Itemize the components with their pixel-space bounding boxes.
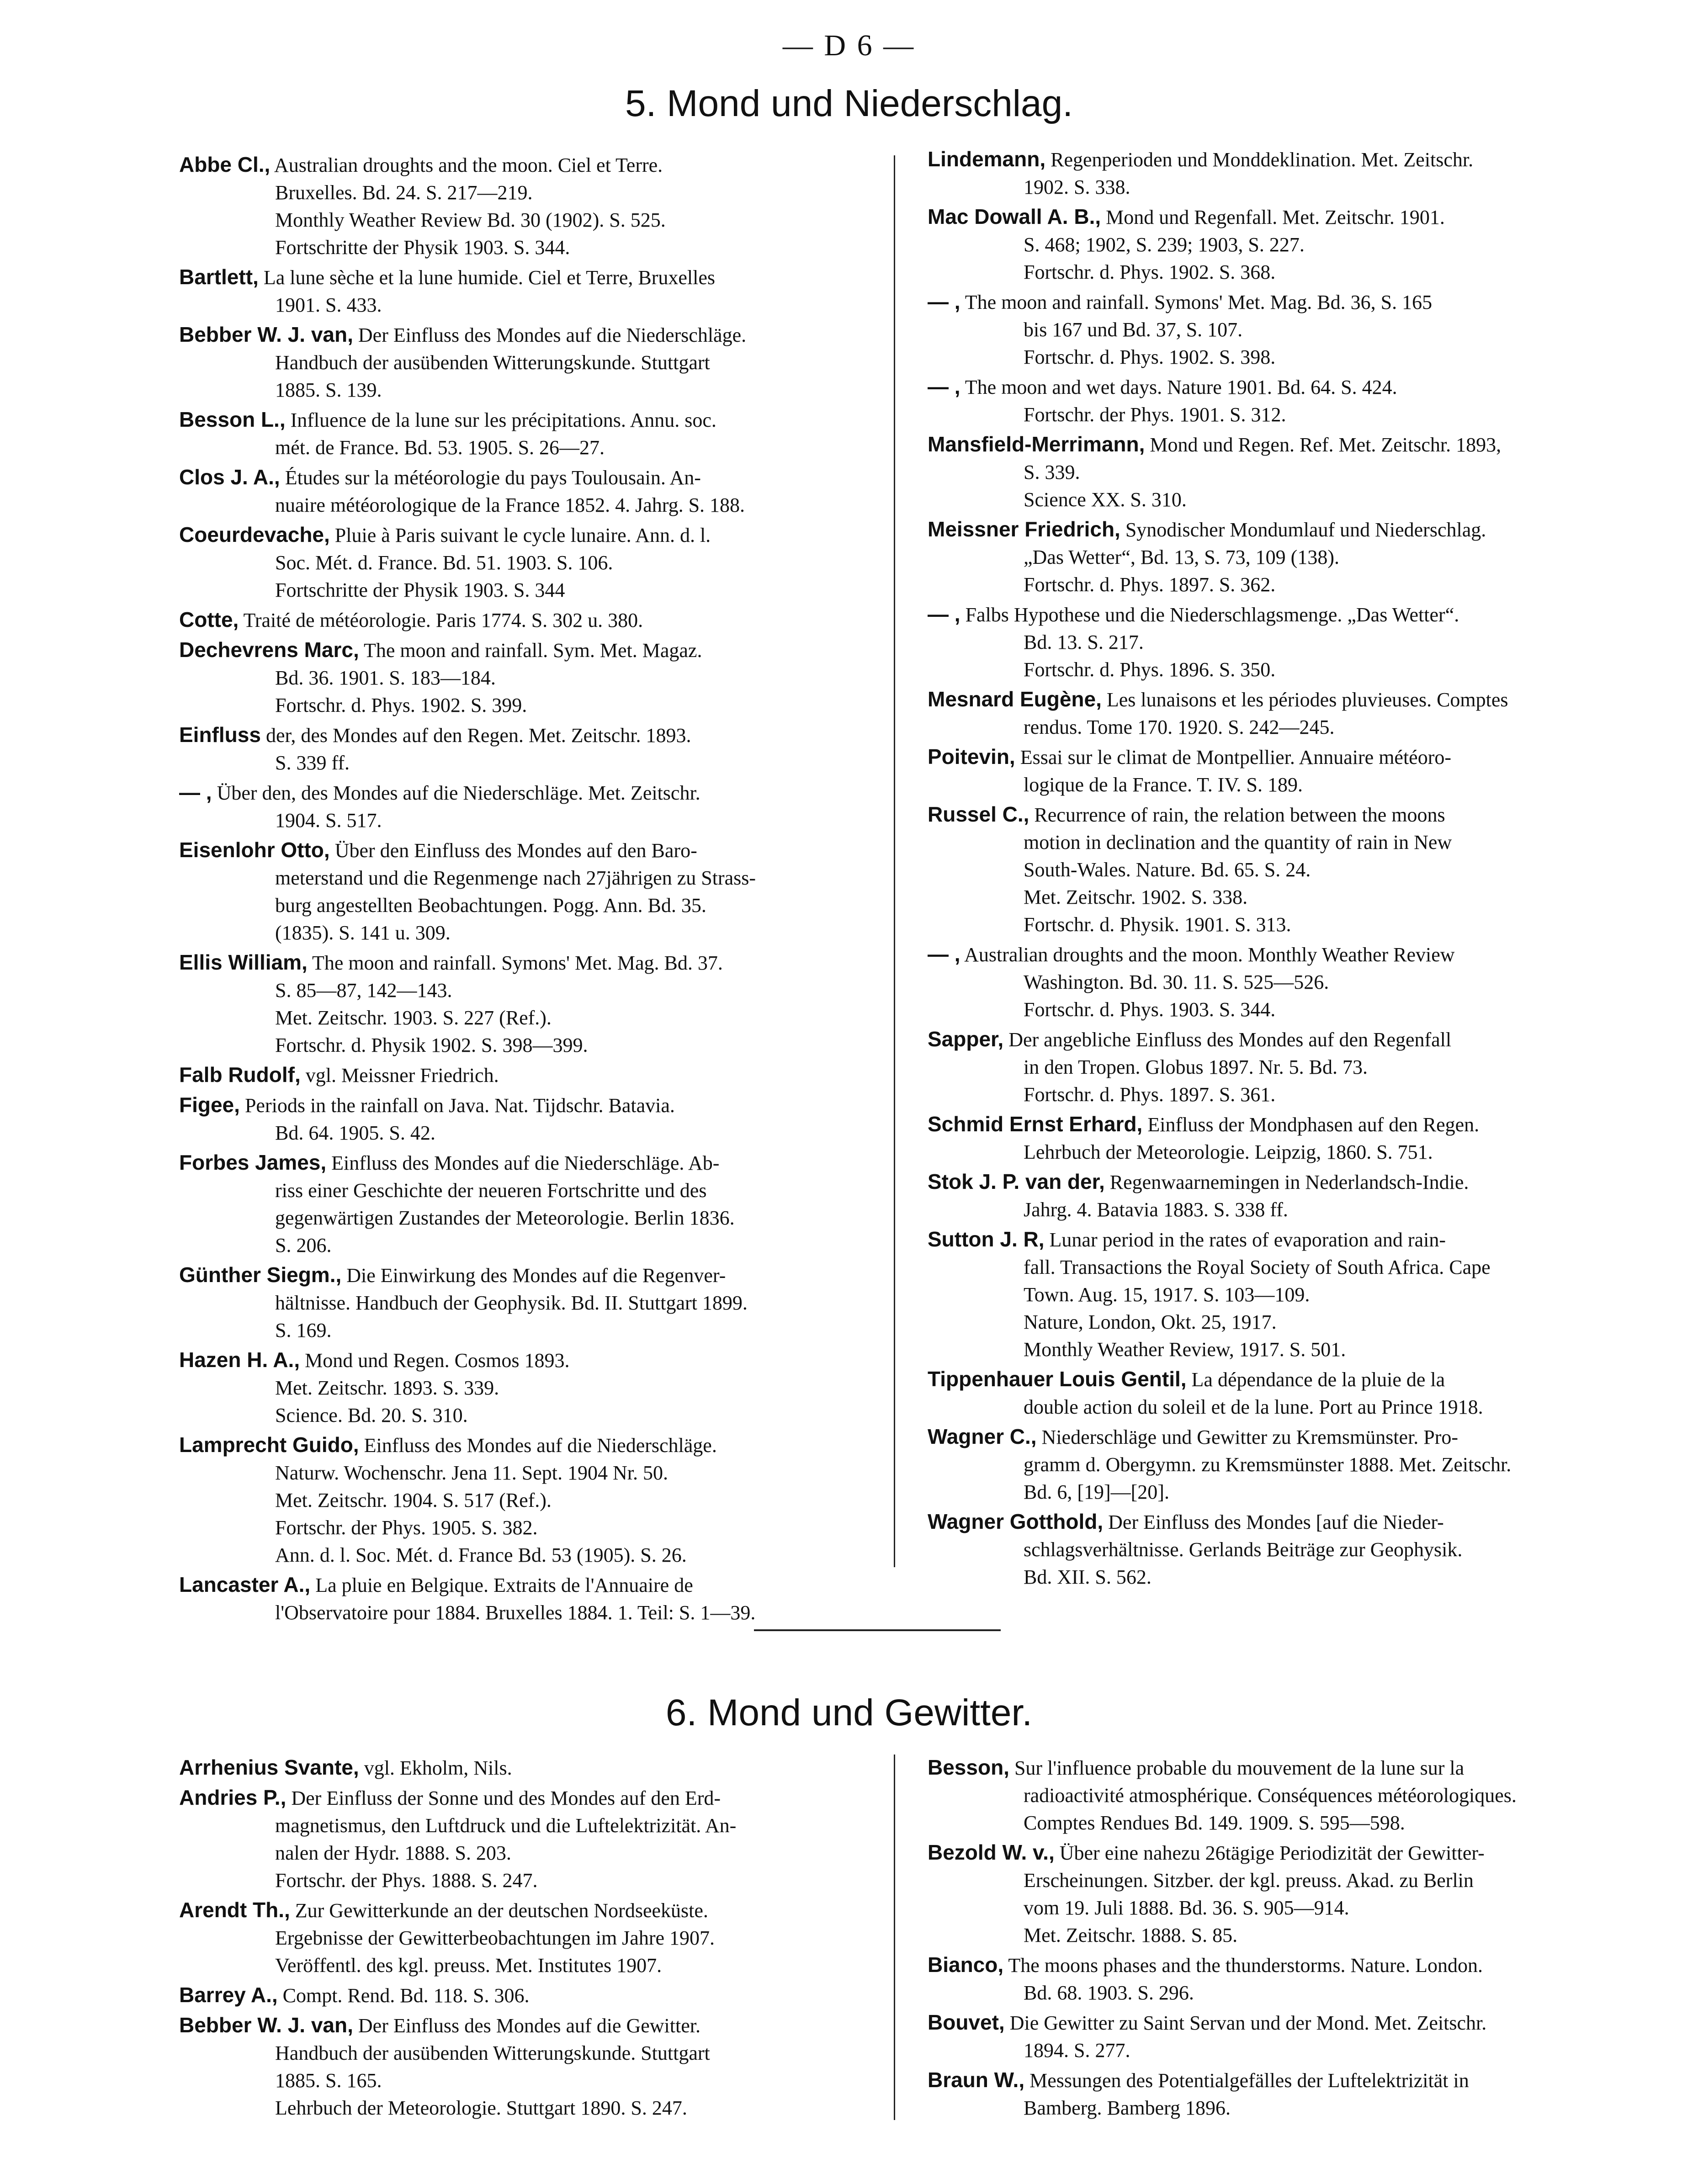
- entry-text: vgl. Ekholm, Nils.: [364, 1757, 512, 1779]
- page-number: — D 6 —: [782, 29, 916, 62]
- bibliography-entry: [179, 521, 869, 604]
- entry-line: l'Observatoire pour 1884. Bruxelles 1884. 1. Teil: S. 1—39.: [275, 1601, 756, 1624]
- entry-author: Bezold W. v.,: [928, 1840, 1055, 1864]
- bibliography-entry: [179, 1261, 869, 1344]
- entry-text: Études sur la météorologie du pays Toulousain. An-: [285, 466, 701, 489]
- entry-text: Über eine nahezu 26tägige Periodizität der Gewitter-: [1059, 1842, 1485, 1864]
- entry-text: Sur l'influence probable du mouvement de la lune sur la: [1014, 1757, 1465, 1779]
- entry-author: Andries P.,: [179, 1786, 287, 1809]
- entry-line: Fortschr. d. Phys. 1903. S. 344.: [1024, 998, 1276, 1021]
- bibliography-entry: [928, 288, 1627, 371]
- entry-line: vom 19. Juli 1888. Bd. 36. S. 905—914.: [1024, 1897, 1349, 1919]
- bibliography-entry: [179, 263, 869, 319]
- entry-text: Einfluss des Mondes auf die Niederschläge.: [364, 1434, 717, 1457]
- entry-line: [179, 1149, 869, 1177]
- entry-author: Besson,: [928, 1755, 1009, 1779]
- entry-text: Einfluss der Mondphasen auf den Regen.: [1147, 1113, 1480, 1136]
- bibliography-entry: [928, 1168, 1627, 1224]
- entry-author: Bianco,: [928, 1953, 1004, 1977]
- entry-line: hältnisse. Handbuch der Geophysik. Bd. II. Stuttgart 1899.: [275, 1292, 748, 1314]
- bibliography-entry: [179, 2011, 869, 2122]
- bibliography-entry: [179, 463, 869, 519]
- entry-line: [179, 721, 869, 749]
- bibliography-entry: [928, 373, 1627, 429]
- entry-line: bis 167 und Bd. 37, S. 107.: [1024, 318, 1243, 341]
- entry-line: 1885. S. 165.: [275, 2069, 382, 2092]
- entry-text: La pluie en Belgique. Extraits de l'Annuaire de: [315, 1574, 693, 1596]
- entry-line: [179, 1431, 869, 1459]
- bibliography-entry: [179, 949, 869, 1059]
- entry-line: nuaire météorologique de la France 1852. 4. Jahrg. S. 188.: [275, 494, 745, 516]
- bibliography-entry: [928, 1508, 1627, 1591]
- bibliography-entry: [179, 836, 869, 947]
- bibliography-entry: [179, 1431, 869, 1569]
- entry-text: Compt. Rend. Bd. 118. S. 306.: [282, 1984, 530, 2007]
- entry-line: Bruxelles. Bd. 24. S. 217—219.: [275, 181, 533, 204]
- entry-author: Cotte,: [179, 608, 239, 631]
- entry-text: Mond und Regen. Cosmos 1893.: [305, 1349, 570, 1372]
- bibliography-entry: [179, 321, 869, 404]
- entry-author: Einfluss: [179, 723, 261, 747]
- entry-line: fall. Transactions the Royal Society of South Africa. Cape: [1024, 1256, 1491, 1278]
- entry-line: Lehrbuch der Meteorologie. Leipzig, 1860. S. 751.: [1024, 1141, 1433, 1163]
- bibliography-entry: [179, 721, 869, 777]
- entry-text: Essai sur le climat de Montpellier. Annuaire météoro-: [1020, 746, 1452, 769]
- entry-text: Falbs Hypothese und die Niederschlagsmenge. „Das Wetter“.: [965, 604, 1459, 626]
- entry-line: [928, 2009, 1627, 2037]
- entry-line: Veröffentl. des kgl. preuss. Met. Institutes 1907.: [275, 1954, 662, 1977]
- entry-text: Über den, des Mondes auf die Niederschläge. Met. Zeitschr.: [217, 782, 700, 804]
- entry-author: Bartlett,: [179, 265, 259, 289]
- entry-line: Bd. XII. S. 562.: [1024, 1566, 1151, 1588]
- entry-line: [928, 1225, 1627, 1254]
- entry-author: Sapper,: [928, 1027, 1004, 1051]
- entry-line: [179, 779, 869, 807]
- entry-line: gramm d. Obergymn. zu Kremsmünster 1888. Met. Zeitschr.: [1024, 1453, 1512, 1476]
- entry-line: Monthly Weather Review Bd. 30 (1902). S. 525.: [275, 209, 666, 231]
- entry-line: [928, 940, 1627, 969]
- entry-author: — ,: [179, 780, 212, 804]
- entry-text: Niederschläge und Gewitter zu Kremsmünster. Pro-: [1041, 1426, 1459, 1448]
- entry-text: Der Einfluss des Mondes auf die Gewitter.: [358, 2014, 700, 2037]
- entry-author: Hazen H. A.,: [179, 1348, 300, 1372]
- entry-text: Periods in the rainfall on Java. Nat. Tijdschr. Batavia.: [244, 1094, 675, 1117]
- bibliography-entry: [928, 800, 1627, 938]
- entry-author: Ellis William,: [179, 950, 308, 974]
- entry-line: [928, 145, 1627, 174]
- entry-author: Russel C.,: [928, 802, 1029, 826]
- entry-author: Forbes James,: [179, 1150, 327, 1174]
- entry-line: [928, 1951, 1627, 1979]
- entry-line: logique de la France. T. IV. S. 189.: [1024, 774, 1303, 796]
- entry-line: [928, 600, 1627, 629]
- entry-line: S. 468; 1902, S. 239; 1903, S. 227.: [1024, 233, 1305, 256]
- entry-line: [179, 636, 869, 664]
- entry-author: Stok J. P. van der,: [928, 1170, 1105, 1193]
- entry-line: [928, 1365, 1627, 1394]
- section-title-5: 5. Mond und Niederschlag.: [625, 83, 1073, 124]
- entry-author: Besson L.,: [179, 408, 286, 431]
- section-separator-rule: [754, 1629, 1001, 1631]
- entry-line: Fortschritte der Physik 1903. S. 344: [275, 579, 565, 601]
- entry-line: Washington. Bd. 30. 11. S. 525—526.: [1024, 971, 1329, 993]
- entry-author: Falb Rudolf,: [179, 1063, 301, 1087]
- entry-line: [928, 203, 1627, 231]
- bibliography-entry: [928, 743, 1627, 799]
- entry-line: meterstand und die Regenmenge nach 27jährigen zu Strass-: [275, 867, 756, 889]
- entry-author: Braun W.,: [928, 2068, 1025, 2092]
- bibliography-entry: [179, 1346, 869, 1429]
- entry-line: [928, 288, 1627, 316]
- entry-line: [179, 1091, 869, 1119]
- bibliography-entry: [928, 1365, 1627, 1421]
- entry-author: Tippenhauer Louis Gentil,: [928, 1367, 1187, 1391]
- bibliography-entry: [179, 1571, 869, 1627]
- entry-line: Monthly Weather Review, 1917. S. 501.: [1024, 1338, 1346, 1361]
- entry-text: La dépendance de la pluie de la: [1191, 1368, 1445, 1391]
- entry-text: Influence de la lune sur les précipitations. Annu. soc.: [290, 409, 716, 431]
- entry-text: The moon and rainfall. Sym. Met. Magaz.: [363, 639, 702, 662]
- entry-text: Regenwaarnemingen in Nederlandsch-Indie.: [1109, 1171, 1469, 1193]
- bibliography-entry: [928, 1754, 1627, 1837]
- entry-text: vgl. Meissner Friedrich.: [305, 1064, 499, 1087]
- bibliography-entry: [928, 1423, 1627, 1506]
- entry-author: Arendt Th.,: [179, 1898, 290, 1922]
- entry-line: Naturw. Wochenschr. Jena 11. Sept. 1904 Nr. 50.: [275, 1462, 669, 1484]
- entry-text: The moon and wet days. Nature 1901. Bd. 64. S. 424.: [965, 376, 1397, 398]
- bibliography-entry: [179, 1754, 869, 1782]
- entry-text: Zur Gewitterkunde an der deutschen Nordseeküste.: [295, 1899, 708, 1922]
- entry-line: schlagsverhältnisse. Gerlands Beiträge zur Geophysik.: [1024, 1538, 1463, 1561]
- section-6-right-column: [928, 1754, 1627, 2124]
- entry-line: Met. Zeitschr. 1893. S. 339.: [275, 1377, 499, 1399]
- bibliography-entry: [179, 1981, 869, 2009]
- bibliography-entry: [928, 145, 1627, 201]
- entry-line: Met. Zeitschr. 1902. S. 338.: [1024, 886, 1248, 908]
- entry-line: [179, 521, 869, 549]
- entry-line: [928, 373, 1627, 401]
- bibliography-entry: [179, 1091, 869, 1147]
- entry-line: [928, 1508, 1627, 1536]
- entry-line: Fortschr. d. Phys. 1902. S. 368.: [1024, 261, 1276, 283]
- bibliography-entry: [928, 515, 1627, 599]
- bibliography-entry: [928, 1951, 1627, 2007]
- bibliography-entry: [179, 1149, 869, 1259]
- entry-line: Ergebnisse der Gewitterbeobachtungen im Jahre 1907.: [275, 1927, 715, 1949]
- entry-text: The moon and rainfall. Symons' Met. Mag. Bd. 37.: [312, 952, 723, 974]
- entry-line: Met. Zeitschr. 1903. S. 227 (Ref.).: [275, 1007, 552, 1029]
- entry-line: Met. Zeitschr. 1904. S. 517 (Ref.).: [275, 1489, 552, 1511]
- entry-author: — ,: [928, 375, 960, 398]
- entry-text: Australian droughts and the moon. Ciel et Terre.: [274, 154, 663, 176]
- entry-author: Dechevrens Marc,: [179, 638, 359, 662]
- entry-line: [928, 430, 1627, 459]
- entry-line: S. 85—87, 142—143.: [275, 979, 452, 1002]
- entry-line: [928, 1110, 1627, 1139]
- entry-text: der, des Mondes auf den Regen. Met. Zeitschr. 1893.: [265, 724, 691, 747]
- entry-line: radioactivité atmosphérique. Conséquences météorologiques.: [1024, 1784, 1517, 1807]
- entry-line: Lehrbuch der Meteorologie. Stuttgart 1890. S. 247.: [275, 2097, 687, 2119]
- entry-author: Wagner C.,: [928, 1425, 1037, 1448]
- entry-line: [928, 800, 1627, 829]
- entry-line: [179, 1896, 869, 1924]
- entry-text: Mond und Regen. Ref. Met. Zeitschr. 1893,: [1150, 434, 1502, 456]
- entry-line: Bd. 64. 1905. S. 42.: [275, 1122, 435, 1144]
- entry-line: Handbuch der ausübenden Witterungskunde. Stuttgart: [275, 2042, 710, 2064]
- entry-author: Günther Siegm.,: [179, 1263, 342, 1287]
- bibliography-entry: [928, 1025, 1627, 1108]
- bibliography-entry: [928, 2009, 1627, 2064]
- section-title-6: 6. Mond und Gewitter.: [665, 1692, 1033, 1733]
- entry-author: Arrhenius Svante,: [179, 1755, 359, 1779]
- entry-author: — ,: [928, 942, 960, 966]
- entry-author: Lindemann,: [928, 147, 1046, 171]
- entry-author: Barrey A.,: [179, 1983, 278, 2007]
- entry-line: [928, 1754, 1627, 1782]
- entry-text: Der angebliche Einfluss des Mondes auf den Regenfall: [1008, 1028, 1452, 1051]
- entry-line: [179, 1061, 869, 1089]
- bibliography-entry: [928, 203, 1627, 286]
- entry-line: 1901. S. 433.: [275, 294, 382, 316]
- entry-text: Über den Einfluss des Mondes auf den Baro-: [334, 839, 697, 862]
- column-divider: [894, 155, 895, 1567]
- entry-text: Les lunaisons et les périodes pluvieuses. Comptes: [1106, 689, 1508, 711]
- entry-line: Bd. 13. S. 217.: [1024, 631, 1144, 653]
- entry-text: La lune sèche et la lune humide. Ciel et Terre, Bruxelles: [263, 266, 716, 289]
- entry-line: 1894. S. 277.: [1024, 2039, 1130, 2062]
- entry-text: Messungen des Potentialgefälles der Luftelektrizität in: [1029, 2069, 1469, 2092]
- entry-author: — ,: [928, 602, 960, 626]
- entry-line: Fortschr. d. Phys. 1897. S. 361.: [1024, 1083, 1276, 1106]
- entry-text: Traité de météorologie. Paris 1774. S. 302 u. 380.: [243, 609, 643, 631]
- entry-text: Pluie à Paris suivant le cycle lunaire. Ann. d. l.: [334, 524, 711, 546]
- entry-line: „Das Wetter“, Bd. 13, S. 73, 109 (138).: [1024, 546, 1339, 568]
- entry-text: Mond und Regenfall. Met. Zeitschr. 1901.: [1106, 206, 1445, 228]
- entry-line: S. 339.: [1024, 461, 1080, 483]
- entry-author: Clos J. A.,: [179, 465, 280, 489]
- entry-line: Fortschr. d. Physik. 1901. S. 313.: [1024, 913, 1291, 936]
- section-6-left-column: [179, 1754, 869, 2124]
- entry-line: Bd. 36. 1901. S. 183—184.: [275, 667, 496, 689]
- bibliography-entry: [928, 430, 1627, 514]
- entry-author: Lamprecht Guido,: [179, 1433, 359, 1457]
- entry-line: Fortschr. d. Phys. 1897. S. 362.: [1024, 573, 1276, 596]
- entry-line: rendus. Tome 170. 1920. S. 242—245.: [1024, 716, 1335, 738]
- entry-line: [179, 1261, 869, 1289]
- entry-line: Fortschr. d. Phys. 1902. S. 399.: [275, 694, 527, 716]
- entry-line: Science XX. S. 310.: [1024, 488, 1187, 511]
- entry-line: 1885. S. 139.: [275, 379, 382, 401]
- entry-line: S. 206.: [275, 1234, 332, 1256]
- entry-line: [179, 1981, 869, 2009]
- bibliography-entry: [928, 685, 1627, 741]
- entry-line: Comptes Rendues Bd. 149. 1909. S. 595—598.: [1024, 1812, 1405, 1834]
- entry-line: [928, 1168, 1627, 1196]
- entry-line: S. 169.: [275, 1319, 332, 1341]
- entry-text: Regenperioden und Monddeklination. Met. Zeitschr.: [1051, 148, 1474, 171]
- entry-line: [179, 606, 869, 634]
- entry-text: Australian droughts and the moon. Monthly Weather Review: [964, 944, 1455, 966]
- entry-line: [179, 321, 869, 349]
- bibliography-entry: [179, 1896, 869, 1979]
- entry-author: Lancaster A.,: [179, 1573, 311, 1596]
- entry-author: Mac Dowall A. B.,: [928, 205, 1101, 228]
- bibliography-entry: [928, 1225, 1627, 1363]
- bibliography-entry: [928, 940, 1627, 1023]
- entry-line: (1835). S. 141 u. 309.: [275, 922, 451, 944]
- entry-line: [928, 2066, 1627, 2094]
- bibliography-entry: [928, 1110, 1627, 1166]
- entry-line: [179, 1754, 869, 1782]
- entry-line: Soc. Mét. d. France. Bd. 51. 1903. S. 106.: [275, 551, 613, 574]
- entry-line: [179, 151, 869, 179]
- entry-line: Fortschr. d. Physik 1902. S. 398—399.: [275, 1034, 588, 1056]
- entry-line: Town. Aug. 15, 1917. S. 103—109.: [1024, 1283, 1310, 1306]
- entry-line: South-Wales. Nature. Bd. 65. S. 24.: [1024, 859, 1311, 881]
- entry-line: [179, 1571, 869, 1599]
- bibliography-entry: [928, 600, 1627, 684]
- entry-author: Figee,: [179, 1093, 240, 1117]
- entry-line: Bamberg. Bamberg 1896.: [1024, 2097, 1231, 2119]
- entry-line: [179, 406, 869, 434]
- entry-author: Abbe Cl.,: [179, 153, 271, 176]
- entry-line: Met. Zeitschr. 1888. S. 85.: [1024, 1924, 1238, 1946]
- entry-text: Die Gewitter zu Saint Servan und der Mond. Met. Zeitschr.: [1009, 2012, 1487, 2034]
- entry-line: Handbuch der ausübenden Witterungskunde. Stuttgart: [275, 351, 710, 374]
- entry-line: gegenwärtigen Zustandes der Meteorologie. Berlin 1836.: [275, 1207, 735, 1229]
- entry-line: Jahrg. 4. Batavia 1883. S. 338 ff.: [1024, 1198, 1288, 1221]
- entry-line: Science. Bd. 20. S. 310.: [275, 1404, 468, 1426]
- entry-line: Nature, London, Okt. 25, 1917.: [1024, 1311, 1277, 1333]
- entry-line: [928, 743, 1627, 771]
- entry-line: riss einer Geschichte der neueren Fortschritte und des: [275, 1179, 707, 1202]
- entry-text: Einfluss des Mondes auf die Niederschläge. Ab-: [331, 1152, 720, 1174]
- entry-author: Schmid Ernst Erhard,: [928, 1112, 1143, 1136]
- entry-line: [928, 685, 1627, 714]
- entry-author: Coeurdevache,: [179, 523, 330, 546]
- entry-author: Sutton J. R,: [928, 1227, 1045, 1251]
- entry-line: [179, 1784, 869, 1812]
- entry-text: Lunar period in the rates of evaporation and rain-: [1049, 1229, 1446, 1251]
- entry-author: Eisenlohr Otto,: [179, 838, 330, 862]
- bibliography-entry: [179, 636, 869, 719]
- entry-line: [179, 463, 869, 492]
- entry-line: magnetismus, den Luftdruck und die Luftelektrizität. An-: [275, 1814, 737, 1837]
- entry-author: Bebber W. J. van,: [179, 2013, 353, 2037]
- entry-line: double action du soleil et de la lune. Port au Prince 1918.: [1024, 1396, 1483, 1418]
- entry-text: Synodischer Mondumlauf und Niederschlag.: [1125, 519, 1486, 541]
- section-5-right-column: [928, 145, 1627, 1593]
- bibliography-entry: [928, 1839, 1627, 1949]
- entry-line: nalen der Hydr. 1888. S. 203.: [275, 1842, 511, 1864]
- entry-author: Meissner Friedrich,: [928, 517, 1120, 541]
- entry-text: The moons phases and the thunderstorms. Nature. London.: [1008, 1954, 1483, 1977]
- entry-line: [179, 949, 869, 977]
- column-divider: [894, 1755, 895, 2120]
- entry-line: [928, 1423, 1627, 1451]
- entry-author: Poitevin,: [928, 745, 1015, 769]
- entry-line: [179, 836, 869, 864]
- entry-line: [179, 2011, 869, 2040]
- entry-line: [179, 263, 869, 292]
- entry-line: [179, 1346, 869, 1374]
- entry-line: Fortschr. der Phys. 1901. S. 312.: [1024, 403, 1286, 426]
- entry-line: Fortschr. der Phys. 1888. S. 247.: [275, 1869, 538, 1892]
- bibliography-entry: [179, 406, 869, 461]
- bibliography-entry: [179, 606, 869, 634]
- entry-line: Fortschr. d. Phys. 1902. S. 398.: [1024, 346, 1276, 368]
- entry-line: 1902. S. 338.: [1024, 176, 1130, 198]
- bibliography-entry: [179, 151, 869, 261]
- bibliography-entry: [179, 1061, 869, 1089]
- entry-author: Mansfield-Merrimann,: [928, 432, 1145, 456]
- bibliography-entry: [179, 779, 869, 834]
- entry-line: [928, 1025, 1627, 1054]
- entry-line: Fortschritte der Physik 1903. S. 344.: [275, 236, 570, 259]
- entry-line: Bd. 68. 1903. S. 296.: [1024, 1982, 1194, 2004]
- entry-line: [928, 1839, 1627, 1867]
- entry-line: Bd. 6, [19]—[20].: [1024, 1481, 1169, 1503]
- entry-text: Die Einwirkung des Mondes auf die Regenver-: [346, 1264, 726, 1287]
- entry-author: Bebber W. J. van,: [179, 323, 353, 346]
- bibliography-entry: [928, 2066, 1627, 2122]
- entry-author: Wagner Gotthold,: [928, 1510, 1104, 1533]
- entry-line: motion in declination and the quantity of rain in New: [1024, 831, 1452, 853]
- entry-line: Ann. d. l. Soc. Mét. d. France Bd. 53 (1905). S. 26.: [275, 1544, 687, 1566]
- entry-line: 1904. S. 517.: [275, 809, 382, 832]
- entry-line: Fortschr. der Phys. 1905. S. 382.: [275, 1516, 538, 1539]
- entry-line: burg angestellten Beobachtungen. Pogg. Ann. Bd. 35.: [275, 894, 706, 917]
- entry-line: mét. de France. Bd. 53. 1905. S. 26—27.: [275, 436, 605, 459]
- entry-author: — ,: [928, 290, 960, 313]
- entry-text: Recurrence of rain, the relation between the moons: [1034, 804, 1445, 826]
- entry-text: Der Einfluss der Sonne und des Mondes auf den Erd-: [291, 1787, 721, 1809]
- entry-text: Der Einfluss des Mondes [auf die Nieder-: [1108, 1511, 1444, 1533]
- section-5-left-column: [179, 151, 869, 1628]
- entry-line: Erscheinungen. Sitzber. der kgl. preuss. Akad. zu Berlin: [1024, 1869, 1474, 1892]
- entry-text: The moon and rainfall. Symons' Met. Mag. Bd. 36, S. 165: [965, 291, 1433, 313]
- entry-line: [928, 515, 1627, 544]
- entry-line: Fortschr. d. Phys. 1896. S. 350.: [1024, 658, 1276, 681]
- bibliography-entry: [179, 1784, 869, 1894]
- entry-author: Bouvet,: [928, 2010, 1005, 2034]
- entry-line: in den Tropen. Globus 1897. Nr. 5. Bd. 73.: [1024, 1056, 1368, 1078]
- entry-author: Mesnard Eugène,: [928, 687, 1102, 711]
- entry-line: S. 339 ff.: [275, 752, 350, 774]
- entry-text: Der Einfluss des Mondes auf die Niederschläge.: [358, 324, 747, 346]
